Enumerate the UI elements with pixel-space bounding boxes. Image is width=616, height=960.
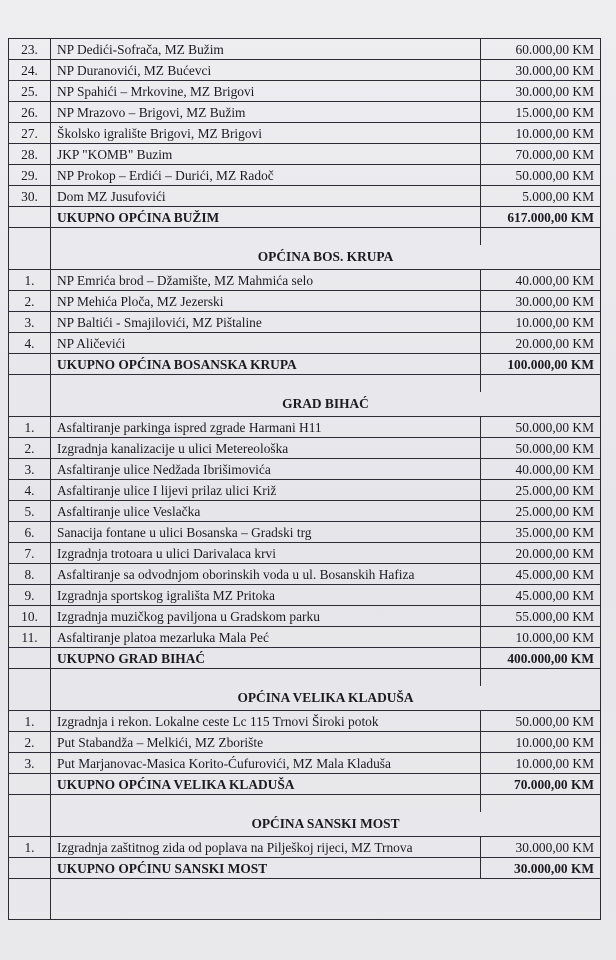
table-row bbox=[9, 39, 601, 60]
item-description: Izgradnja kanalizacije u ulici Metereološka bbox=[51, 438, 481, 459]
item-number: 10. bbox=[9, 606, 51, 627]
item-description: Asfaltiranje ulice I lijevi prilaz ulici Križ bbox=[51, 480, 481, 501]
total-label: UKUPNO OPĆINA BUŽIM bbox=[51, 207, 481, 228]
table-row bbox=[9, 711, 601, 732]
table-row bbox=[9, 627, 601, 648]
table-row bbox=[9, 270, 601, 291]
item-description: Put Marjanovac-Masica Korito-Ćufurovići, MZ Mala Kladuša bbox=[51, 753, 481, 774]
item-description: NP Dedići-Sofrača, MZ Bužim bbox=[51, 39, 481, 60]
table-row bbox=[9, 501, 601, 522]
item-number: 23. bbox=[9, 39, 51, 60]
table-row bbox=[9, 123, 601, 144]
total-amount: 30.000,00 KM bbox=[481, 858, 601, 879]
item-amount: 30.000,00 KM bbox=[481, 60, 601, 81]
item-description: NP Baltići - Smajilovići, MZ Pištaline bbox=[51, 312, 481, 333]
table-row bbox=[9, 417, 601, 438]
total-amount: 400.000,00 KM bbox=[481, 648, 601, 669]
item-number: 4. bbox=[9, 480, 51, 501]
item-amount: 10.000,00 KM bbox=[481, 627, 601, 648]
item-amount: 45.000,00 KM bbox=[481, 585, 601, 606]
item-amount: 50.000,00 KM bbox=[481, 711, 601, 732]
budget-table bbox=[8, 38, 601, 920]
item-amount: 50.000,00 KM bbox=[481, 165, 601, 186]
table-row bbox=[9, 459, 601, 480]
item-number: 24. bbox=[9, 60, 51, 81]
item-amount: 40.000,00 KM bbox=[481, 270, 601, 291]
item-description: Sanacija fontane u ulici Bosanska – Gradski trg bbox=[51, 522, 481, 543]
item-number: 6. bbox=[9, 522, 51, 543]
table-row bbox=[9, 81, 601, 102]
item-number: 3. bbox=[9, 312, 51, 333]
item-number: 27. bbox=[9, 123, 51, 144]
item-number: 8. bbox=[9, 564, 51, 585]
table-row bbox=[9, 564, 601, 585]
table-row bbox=[9, 165, 601, 186]
table-row bbox=[9, 291, 601, 312]
item-amount: 70.000,00 KM bbox=[481, 144, 601, 165]
item-description: Asfaltiranje sa odvodnjom oborinskih voda u ul. Bosanskih Hafiza bbox=[51, 564, 481, 585]
item-description: Asfaltiranje parkinga ispred zgrade Harmani H11 bbox=[51, 417, 481, 438]
table-row bbox=[9, 312, 601, 333]
table-row bbox=[9, 522, 601, 543]
item-amount: 5.000,00 KM bbox=[481, 186, 601, 207]
total-amount: 100.000,00 KM bbox=[481, 354, 601, 375]
item-amount: 35.000,00 KM bbox=[481, 522, 601, 543]
item-number: 2. bbox=[9, 438, 51, 459]
item-number: 2. bbox=[9, 732, 51, 753]
item-amount: 50.000,00 KM bbox=[481, 417, 601, 438]
budget-table-body bbox=[9, 39, 601, 920]
table-bottom bbox=[9, 879, 601, 920]
table-row bbox=[9, 585, 601, 606]
item-amount: 20.000,00 KM bbox=[481, 543, 601, 564]
table-row bbox=[9, 606, 601, 627]
section-spacer bbox=[9, 669, 601, 687]
item-description: Izgradnja muzičkog paviljona u Gradskom parku bbox=[51, 606, 481, 627]
item-amount: 10.000,00 KM bbox=[481, 312, 601, 333]
item-number: 9. bbox=[9, 585, 51, 606]
table-row bbox=[9, 144, 601, 165]
item-amount: 25.000,00 KM bbox=[481, 501, 601, 522]
total-row bbox=[9, 774, 601, 795]
item-description: NP Mrazovo – Brigovi, MZ Bužim bbox=[51, 102, 481, 123]
item-description: NP Spahići – Mrkovine, MZ Brigovi bbox=[51, 81, 481, 102]
section-title: OPĆINA VELIKA KLADUŠA bbox=[51, 686, 601, 711]
table-row bbox=[9, 753, 601, 774]
total-row bbox=[9, 354, 601, 375]
item-amount: 15.000,00 KM bbox=[481, 102, 601, 123]
item-description: Izgradnja trotoara u ulici Darivalaca krvi bbox=[51, 543, 481, 564]
item-description: Asfaltiranje ulice Nedžada Ibrišimovića bbox=[51, 459, 481, 480]
item-description: NP Aličevići bbox=[51, 333, 481, 354]
item-number: 2. bbox=[9, 291, 51, 312]
item-amount: 10.000,00 KM bbox=[481, 753, 601, 774]
section-header bbox=[9, 245, 601, 270]
item-number: 1. bbox=[9, 270, 51, 291]
table-row bbox=[9, 480, 601, 501]
item-number: 1. bbox=[9, 417, 51, 438]
item-number: 7. bbox=[9, 543, 51, 564]
section-title: OPĆINA SANSKI MOST bbox=[51, 812, 601, 837]
item-number: 1. bbox=[9, 837, 51, 858]
item-description: NP Emrića brod – Džamište, MZ Mahmića selo bbox=[51, 270, 481, 291]
item-number: 5. bbox=[9, 501, 51, 522]
section-title: GRAD BIHAĆ bbox=[51, 392, 601, 417]
item-amount: 50.000,00 KM bbox=[481, 438, 601, 459]
item-number: 26. bbox=[9, 102, 51, 123]
item-number: 3. bbox=[9, 459, 51, 480]
item-description: Asfaltiranje platoa mezarluka Mala Peć bbox=[51, 627, 481, 648]
section-spacer bbox=[9, 795, 601, 813]
item-description: Izgradnja i rekon. Lokalne ceste Lc 115 Trnovi Široki potok bbox=[51, 711, 481, 732]
item-number: 25. bbox=[9, 81, 51, 102]
total-label: UKUPNO OPĆINA BOSANSKA KRUPA bbox=[51, 354, 481, 375]
item-description: Put Stabandža – Melkići, MZ Zborište bbox=[51, 732, 481, 753]
item-amount: 25.000,00 KM bbox=[481, 480, 601, 501]
total-row bbox=[9, 207, 601, 228]
section-header bbox=[9, 392, 601, 417]
item-amount: 30.000,00 KM bbox=[481, 291, 601, 312]
table-row bbox=[9, 102, 601, 123]
item-description: Školsko igralište Brigovi, MZ Brigovi bbox=[51, 123, 481, 144]
item-description: Asfaltiranje ulice Veslačka bbox=[51, 501, 481, 522]
item-amount: 45.000,00 KM bbox=[481, 564, 601, 585]
table-row bbox=[9, 333, 601, 354]
item-number: 28. bbox=[9, 144, 51, 165]
item-amount: 10.000,00 KM bbox=[481, 123, 601, 144]
item-number: 29. bbox=[9, 165, 51, 186]
item-description: JKP "KOMB" Buzim bbox=[51, 144, 481, 165]
item-number: 1. bbox=[9, 711, 51, 732]
item-amount: 30.000,00 KM bbox=[481, 837, 601, 858]
item-amount: 10.000,00 KM bbox=[481, 732, 601, 753]
item-amount: 20.000,00 KM bbox=[481, 333, 601, 354]
table-row bbox=[9, 732, 601, 753]
item-number: 3. bbox=[9, 753, 51, 774]
total-label: UKUPNO GRAD BIHAĆ bbox=[51, 648, 481, 669]
item-description: Izgradnja zaštitnog zida od poplava na Pilješkoj rijeci, MZ Trnova bbox=[51, 837, 481, 858]
table-row bbox=[9, 543, 601, 564]
section-title: OPĆINA BOS. KRUPA bbox=[51, 245, 601, 270]
item-number: 30. bbox=[9, 186, 51, 207]
item-amount: 40.000,00 KM bbox=[481, 459, 601, 480]
item-number: 4. bbox=[9, 333, 51, 354]
total-row bbox=[9, 858, 601, 879]
section-spacer bbox=[9, 228, 601, 246]
section-header bbox=[9, 812, 601, 837]
section-spacer bbox=[9, 375, 601, 393]
section-header bbox=[9, 686, 601, 711]
item-amount: 55.000,00 KM bbox=[481, 606, 601, 627]
item-amount: 30.000,00 KM bbox=[481, 81, 601, 102]
item-description: NP Prokop – Erdići – Durići, MZ Radoč bbox=[51, 165, 481, 186]
total-row bbox=[9, 648, 601, 669]
total-label: UKUPNO OPĆINU SANSKI MOST bbox=[51, 858, 481, 879]
table-row bbox=[9, 438, 601, 459]
table-row bbox=[9, 60, 601, 81]
item-description: NP Duranovići, MZ Bućevci bbox=[51, 60, 481, 81]
total-label: UKUPNO OPĆINA VELIKA KLADUŠA bbox=[51, 774, 481, 795]
item-amount: 60.000,00 KM bbox=[481, 39, 601, 60]
table-row bbox=[9, 186, 601, 207]
item-description: NP Mehića Ploča, MZ Jezerski bbox=[51, 291, 481, 312]
total-amount: 617.000,00 KM bbox=[481, 207, 601, 228]
total-amount: 70.000,00 KM bbox=[481, 774, 601, 795]
table-row bbox=[9, 837, 601, 858]
item-description: Izgradnja sportskog igrališta MZ Pritoka bbox=[51, 585, 481, 606]
item-number: 11. bbox=[9, 627, 51, 648]
item-description: Dom MZ Jusufovići bbox=[51, 186, 481, 207]
